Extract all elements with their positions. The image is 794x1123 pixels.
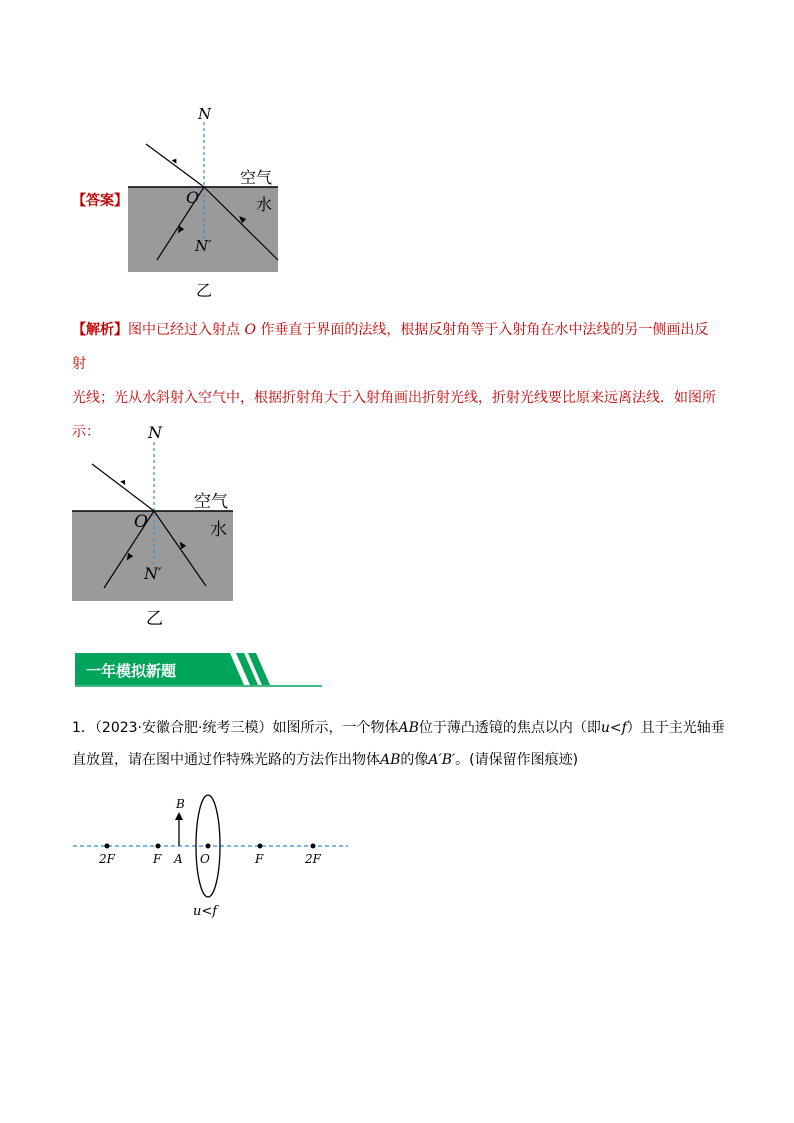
- lens-figure: [70, 790, 355, 925]
- section-title: 一年模拟新题: [86, 662, 177, 680]
- refracted-ray: [146, 144, 204, 187]
- medium-top-label: 空气: [194, 492, 228, 512]
- answer-label: 【答案】: [72, 193, 128, 209]
- focal-point-dot: [156, 844, 161, 849]
- arrow-icon: [172, 157, 179, 164]
- analysis-line-2: 光线；光从水斜射入空气中，根据折射角大于入射角画出折射光线，折射光线要比原来远离法线．如图所: [72, 390, 716, 406]
- axis-label-a: A: [174, 852, 183, 866]
- water-region: [72, 511, 233, 601]
- question-line-1: 1．（2023·安徽合肥·统考三模）如图所示，一个物体AB位于薄凸透镜的焦点以内（即u<f）且于主光轴垂: [72, 720, 725, 736]
- arrow-icon: [120, 478, 127, 485]
- focal-point-dot: [105, 844, 110, 849]
- object-top-label: B: [176, 797, 185, 811]
- point-label: O: [186, 188, 200, 207]
- medium-bottom-label: 水: [210, 520, 227, 540]
- condition-label: u<f: [193, 904, 218, 919]
- analysis-figure: [64, 418, 244, 633]
- analysis-line-1: 【解析】图中已经过入射点 O 作垂直于界面的法线，根据反射角等于入射角在水中法线的另一侧画出反射: [72, 322, 709, 372]
- focal-point-dot: [311, 844, 316, 849]
- normal-bottom-label: N′: [195, 237, 212, 255]
- figure-caption: 乙: [196, 281, 213, 300]
- section-banner: [72, 651, 324, 691]
- analysis-label: 【解析】: [72, 322, 128, 338]
- normal-top-label: N: [148, 423, 162, 442]
- axis-label-2f-left: 2F: [99, 852, 115, 866]
- point-label: O: [134, 512, 148, 532]
- optical-center-dot: [206, 844, 211, 849]
- axis-label-2f-right: 2F: [305, 852, 321, 866]
- focal-point-dot: [258, 844, 263, 849]
- question-paragraph: [72, 712, 732, 776]
- analysis-line-3: 示：: [72, 424, 100, 440]
- medium-top-label: 空气: [240, 168, 273, 187]
- question-source: （2023·安徽合肥·统考三模）: [94, 720, 273, 736]
- axis-label-f-left: F: [153, 852, 162, 866]
- arrow-up-icon: [175, 812, 183, 820]
- answer-figure: [120, 100, 300, 300]
- axis-label-f-right: F: [255, 852, 264, 866]
- normal-bottom-label: N′: [144, 564, 162, 583]
- axis-label-o: O: [200, 852, 210, 866]
- refracted-ray: [92, 464, 154, 511]
- normal-top-label: N: [198, 105, 212, 123]
- medium-bottom-label: 水: [256, 195, 273, 214]
- figure-caption: 乙: [146, 609, 163, 629]
- question-line-2: 直放置，请在图中通过作特殊光路的方法作出物体AB的像A′B′。(请保留作图痕迹): [72, 752, 579, 768]
- question-number: 1．: [72, 720, 95, 736]
